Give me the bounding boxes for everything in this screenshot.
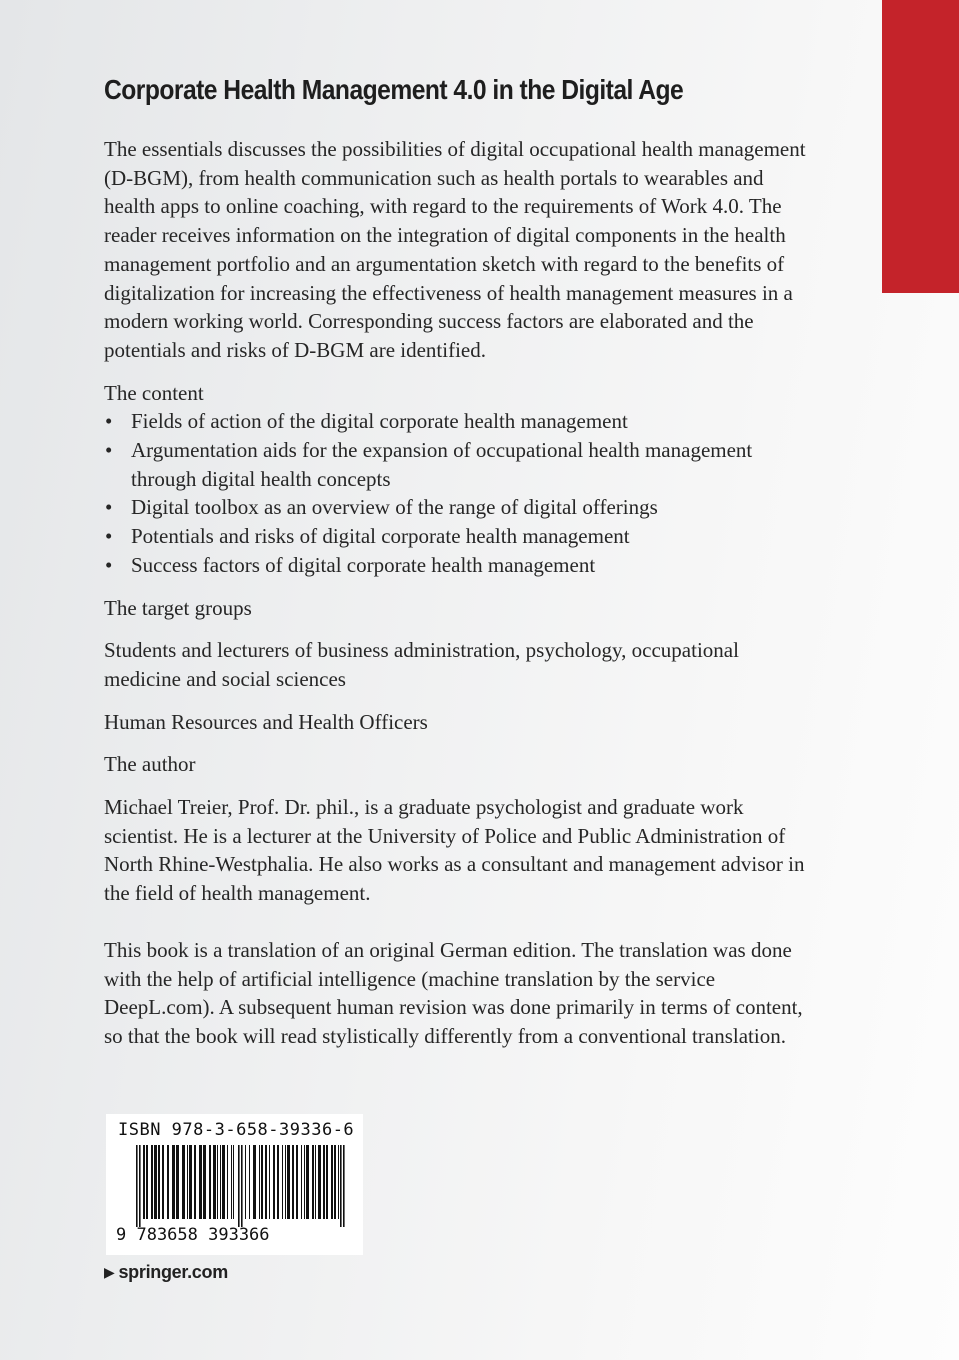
publisher-link-label: springer.com (118, 1262, 228, 1282)
list-item: • Potentials and risks of digital corporate health management (104, 522, 817, 551)
publisher-link[interactable] (104, 1262, 228, 1283)
content-heading: The content (104, 380, 204, 405)
barcode-icon (114, 1145, 356, 1227)
bullet-icon: • (105, 524, 113, 549)
list-item: • Success factors of digital corporate health management (104, 551, 817, 580)
list-item: • Digital toolbox as an overview of the range of digital offerings (104, 493, 817, 522)
translation-note: This book is a translation of an original German edition. The translation was done with the help of artificial intelligence (machine translation by the service DeepL.com). A subsequent human revision was done primarily in terms of content, so that the book will read stylistically differently from a conventional translation. (104, 937, 803, 1048)
list-item: • Argumentation aids for the expansion of occupational health management through digital health concepts (105, 438, 753, 491)
author-heading: The author (104, 752, 196, 777)
target-group-students: Students and lecturers of business administration, psychology, occupational medicine and social sciences (104, 638, 739, 691)
book-title: Corporate Health Management 4.0 in the Digital Age (104, 74, 684, 105)
list-item: • Fields of action of the digital corporate health management (104, 407, 817, 436)
target-group-hr: Human Resources and Health Officers (104, 709, 428, 734)
author-bio: Michael Treier, Prof. Dr. phil., is a graduate psychologist and graduate work scientist. He is a lecturer at the University of Police and Public Administration of North Rhine-Westphalia. He also works as a consultant and management advisor in the field of health management. (104, 795, 805, 906)
book-description: The essentials discusses the possibilities of digital occupational health management (D-BGM), from health communication such as health portals to wearables and health apps to online coaching, with regard to the requirements of Work 4.0. The reader receives information on the integration of digital components in the health management portfolio and an argumentation sketch with regard to the benefits of digitalization for increasing the effectiveness of health management measures in a modern working world. Corresponding success factors are elaborated and the potentials and risks of D-BGM are identified. (104, 137, 806, 362)
content-list (104, 407, 817, 579)
bullet-icon: • (105, 409, 113, 434)
isbn-label: ISBN 978-3-658-39336-6 (118, 1120, 355, 1140)
bullet-icon: • (105, 438, 113, 463)
bullet-icon: • (105, 552, 113, 577)
barcode-digits: 9 783658 393366 (116, 1225, 270, 1245)
red-accent-tab (882, 0, 959, 293)
isbn-barcode (106, 1114, 363, 1255)
triangle-right-icon: ▶ (104, 1264, 115, 1280)
back-cover-text (104, 135, 817, 1051)
bullet-icon: • (105, 495, 113, 520)
target-groups-heading: The target groups (104, 595, 252, 620)
